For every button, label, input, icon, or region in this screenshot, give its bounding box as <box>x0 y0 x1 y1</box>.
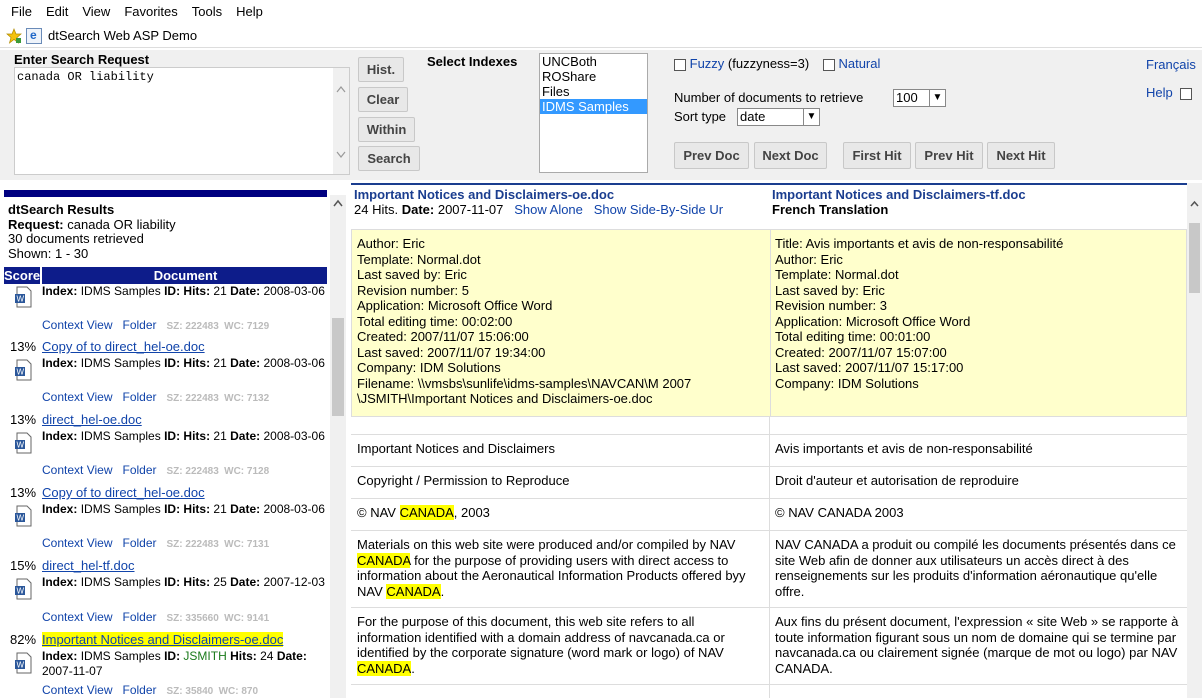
results-scrollbar[interactable] <box>330 195 346 698</box>
right-paragraph: NAV CANADA a produit ou compilé les documents présentés dans ce site Web afin de donner aux utilisateurs un accès direct à des renseignements sur les produits d'information aéronautique qu'elle offre. <box>775 537 1176 599</box>
result-title-link[interactable]: direct_hel-oe.doc <box>42 412 142 427</box>
fuzzy-checkbox[interactable] <box>674 59 686 71</box>
result-item <box>10 558 330 630</box>
result-info: Index: IDMS Samples ID: Hits: 21 Date: 2008-03-06 <box>42 356 325 370</box>
svg-text:W: W <box>16 440 25 450</box>
result-score: 82% <box>10 632 37 647</box>
folder-link[interactable]: Folder <box>122 318 157 332</box>
svg-text:W: W <box>16 513 25 523</box>
viewer-scrollbar[interactable] <box>1187 183 1202 698</box>
right-paragraph: Aux fins du présent document, l'expression « site Web » se rapporte à toute information figurant sous un nom de domaine qui se termine par navcanada.ca ou clairement signée (marque de mot ou logo) par NAV CANADA. <box>775 614 1179 676</box>
select-indexes-label: Select Indexes <box>427 54 518 69</box>
result-item <box>10 339 330 411</box>
within-button[interactable]: Within <box>358 117 415 142</box>
hit-highlight[interactable]: CANADA <box>386 583 441 599</box>
sort-type-select[interactable] <box>737 108 820 126</box>
result-info: Index: IDMS Samples ID: Hits: 21 Date: 2008-03-06 <box>42 502 325 516</box>
search-button[interactable]: Search <box>358 146 420 171</box>
right-properties: Title: Avis importants et avis de non-responsabilité Author: Eric Template: Normal.dot Last saved by: Eric Revision number: 3 Application: Microsoft Office Word Total editing time: 00:01:00 Created: 2007/11/07 15:07:00 Last saved: 2007/11/07 15:17:00 Company: IDM Solutions <box>775 236 1064 391</box>
result-title-link[interactable]: Copy of to direct_hel-oe.doc <box>42 485 205 500</box>
result-title-link[interactable]: Copy of to direct_hel-oe.doc <box>42 339 205 354</box>
results-heading: dtSearch Results <box>8 202 115 217</box>
result-links: Context View Folder SZ: 335660 WC: 9141 <box>42 610 270 624</box>
index-option-selected[interactable]: IDMS Samples <box>540 99 647 114</box>
context-view-link[interactable]: Context View <box>42 390 113 404</box>
document-icon[interactable] <box>14 578 34 600</box>
index-option[interactable]: ROShare <box>542 69 597 84</box>
right-doc-title[interactable]: Important Notices and Disclaimers-tf.doc <box>772 187 1026 202</box>
result-title-link[interactable]: direct_hel-tf.doc <box>42 558 135 573</box>
index-list[interactable] <box>539 53 648 173</box>
menu-favorites[interactable]: Favorites <box>124 3 178 19</box>
favorite-tab-title[interactable]: dtSearch Web ASP Demo <box>48 28 198 43</box>
folder-link[interactable]: Folder <box>122 683 157 697</box>
folder-link[interactable]: Folder <box>122 536 157 550</box>
show-alone-link[interactable]: Show Alone <box>514 202 583 217</box>
folder-link[interactable]: Folder <box>122 463 157 477</box>
result-score: 13% <box>10 339 37 354</box>
prev-doc-button[interactable]: Prev Doc <box>674 142 749 169</box>
hit-highlight[interactable]: CANADA <box>357 660 412 676</box>
document-icon[interactable] <box>14 505 34 527</box>
show-side-by-side-link[interactable]: Show Side-By-Side Ur <box>593 202 724 217</box>
sort-type-value: date <box>740 109 766 124</box>
svg-text:W: W <box>16 586 25 596</box>
context-view-link[interactable]: Context View <box>42 536 113 550</box>
result-links: Context View Folder SZ: 222483 WC: 7132 <box>42 390 270 404</box>
result-title-link[interactable]: Important Notices and Disclaimers-oe.doc <box>42 632 284 647</box>
index-option[interactable]: Files <box>542 84 570 99</box>
numdocs-select[interactable] <box>893 89 946 107</box>
fuzzy-link[interactable]: Fuzzy <box>689 56 725 71</box>
chevron-down-icon: ▼ <box>929 90 945 106</box>
results-header-bar <box>4 190 327 197</box>
shown-range: Shown: 1 - 30 <box>8 245 89 261</box>
result-links: Context View Folder SZ: 35840 WC: 870 <box>42 683 259 697</box>
left-doc-subline <box>354 202 723 217</box>
scroll-up-icon[interactable] <box>1187 183 1202 213</box>
svg-text:W: W <box>16 294 25 304</box>
scroll-arrows-icon <box>333 68 349 176</box>
numdocs-value: 100 <box>896 90 918 105</box>
left-paragraph: Important Notices and Disclaimers <box>357 441 555 456</box>
result-item <box>10 485 330 557</box>
results-info <box>8 203 176 261</box>
left-paragraph: For the purpose of this document, this web site refers to all information identified with a domain address of navcanada.ca or identified by the corporate signature (word mark or logo) of NAV CANADA. <box>357 614 725 676</box>
doc-date: 2007-11-07 <box>437 202 504 217</box>
result-links: Context View Folder SZ: 222483 WC: 7131 <box>42 536 270 550</box>
result-info: Index: IDMS Samples ID: JSMITH Hits: 24 Date: 2007-11-07 <box>42 649 307 678</box>
prev-hit-button[interactable]: Prev Hit <box>915 142 983 169</box>
document-viewer <box>351 183 1202 698</box>
result-item <box>10 271 330 341</box>
help-option <box>1146 85 1192 100</box>
right-paragraph: Droit d'auteur et autorisation de reproduire <box>775 473 1019 488</box>
column-divider <box>769 417 770 698</box>
menu-tools[interactable]: Tools <box>191 3 223 19</box>
menu-edit[interactable]: Edit <box>45 3 69 19</box>
context-view-link[interactable]: Context View <box>42 610 113 624</box>
context-view-link[interactable]: Context View <box>42 463 113 477</box>
result-score: 13% <box>10 412 37 427</box>
context-view-link[interactable]: Context View <box>42 318 113 332</box>
query-scrollbar[interactable] <box>333 68 349 174</box>
index-option[interactable]: UNCBoth <box>542 54 597 69</box>
result-links: Context View Folder SZ: 222483 WC: 7129 <box>42 318 270 332</box>
menu-view[interactable]: View <box>82 3 111 19</box>
clear-button[interactable]: Clear <box>358 87 408 112</box>
left-paragraph: Materials on this web site were produced and/or compiled by NAV CANADA for the purpose of providing users with direct access to information about the Aeronautical Information Products offered byy NAV CANADA. <box>357 537 746 599</box>
natural-checkbox[interactable] <box>823 59 835 71</box>
fuzzy-option <box>674 56 880 71</box>
numdocs-label: Number of documents to retrieve <box>674 90 864 105</box>
request-label: Request: <box>8 216 64 232</box>
request-text: canada OR liability <box>67 216 176 232</box>
help-link[interactable]: Help <box>1146 85 1173 100</box>
hit-highlight[interactable]: CANADA <box>357 552 411 568</box>
francais-link[interactable]: Français <box>1146 57 1196 72</box>
result-score: 13% <box>10 485 37 500</box>
hits-count: 24 Hits. <box>354 202 399 217</box>
right-paragraph: © NAV CANADA 2003 <box>775 505 904 520</box>
viewer-header <box>351 183 1187 217</box>
first-hit-button[interactable]: First Hit <box>843 142 911 169</box>
folder-link[interactable]: Folder <box>122 390 157 404</box>
column-divider <box>770 230 771 416</box>
sort-type-label: Sort type <box>674 109 727 124</box>
context-view-link[interactable]: Context View <box>42 683 113 697</box>
viewer-scroll-thumb[interactable] <box>1189 223 1200 293</box>
retrieved-count: 30 documents retrieved <box>8 231 144 246</box>
result-info: Index: IDMS Samples ID: Hits: 25 Date: 2007-12-03 <box>42 575 325 589</box>
result-links: Context View Folder SZ: 222483 WC: 7128 <box>42 463 270 477</box>
hist-button[interactable]: Hist. <box>358 57 404 82</box>
result-item <box>10 412 330 484</box>
hit-highlight[interactable]: CANADA <box>399 505 454 520</box>
svg-text:W: W <box>16 660 25 670</box>
results-scroll-thumb[interactable] <box>332 318 344 416</box>
results-panel <box>0 183 346 698</box>
folder-link[interactable]: Folder <box>122 610 157 624</box>
favorites-star-icon[interactable] <box>6 28 22 44</box>
date-label: Date: <box>401 202 435 217</box>
search-request-label: Enter Search Request <box>14 52 150 67</box>
document-icon[interactable] <box>14 652 34 674</box>
scroll-up-icon[interactable] <box>330 195 346 215</box>
document-icon[interactable] <box>14 359 34 381</box>
help-checkbox[interactable] <box>1180 88 1192 100</box>
left-paragraph: © NAV CANADA, 2003 <box>357 505 490 520</box>
svg-text:W: W <box>16 367 25 377</box>
search-query-text: canada OR liability <box>17 70 154 84</box>
result-score: 15% <box>10 558 37 573</box>
favorites-bar <box>0 24 1202 48</box>
ie-page-icon <box>26 28 42 44</box>
search-request-input[interactable] <box>14 67 350 175</box>
document-column-header[interactable]: Document <box>153 268 218 283</box>
right-doc-subtitle: French Translation <box>772 202 928 217</box>
left-properties: Author: Eric Template: Normal.dot Last saved by: Eric Revision number: 5 Application: Microsoft Office Word Total editing time: 00:02:00 Created: 2007/11/07 15:06:00 Last saved: 2007/11/07 19:34:00 Company: IDM Solutions Filename: \\vmsbs\sunlife\idms-samples\NAVCAN\M 2007 \JSMITH\Important Notices and Disclaimers-oe.doc <box>357 236 692 406</box>
next-hit-button[interactable]: Next Hit <box>987 142 1055 169</box>
score-column-header[interactable]: Score <box>4 268 41 283</box>
menu-file[interactable]: File <box>11 3 32 19</box>
result-info: Index: IDMS Samples ID: Hits: 21 Date: 2008-03-06 <box>42 429 325 443</box>
left-doc-title[interactable]: Important Notices and Disclaimers-oe.doc <box>354 187 615 202</box>
menu-bar <box>0 0 1202 22</box>
result-info: Index: IDMS Samples ID: Hits: 21 Date: 2008-03-06 <box>42 284 325 298</box>
left-paragraph: Copyright / Permission to Reproduce <box>357 473 570 488</box>
right-paragraph: Avis importants et avis de non-responsabilité <box>775 441 1033 456</box>
chevron-down-icon: ▼ <box>803 109 819 125</box>
document-icon[interactable] <box>14 286 34 308</box>
document-icon[interactable] <box>14 432 34 454</box>
result-item-selected <box>10 632 330 698</box>
fuzzy-note: (fuzzyness=3) <box>727 56 810 71</box>
next-doc-button[interactable]: Next Doc <box>754 142 827 169</box>
menu-help[interactable]: Help <box>236 3 263 19</box>
document-properties <box>351 229 1187 417</box>
natural-link[interactable]: Natural <box>838 56 881 71</box>
